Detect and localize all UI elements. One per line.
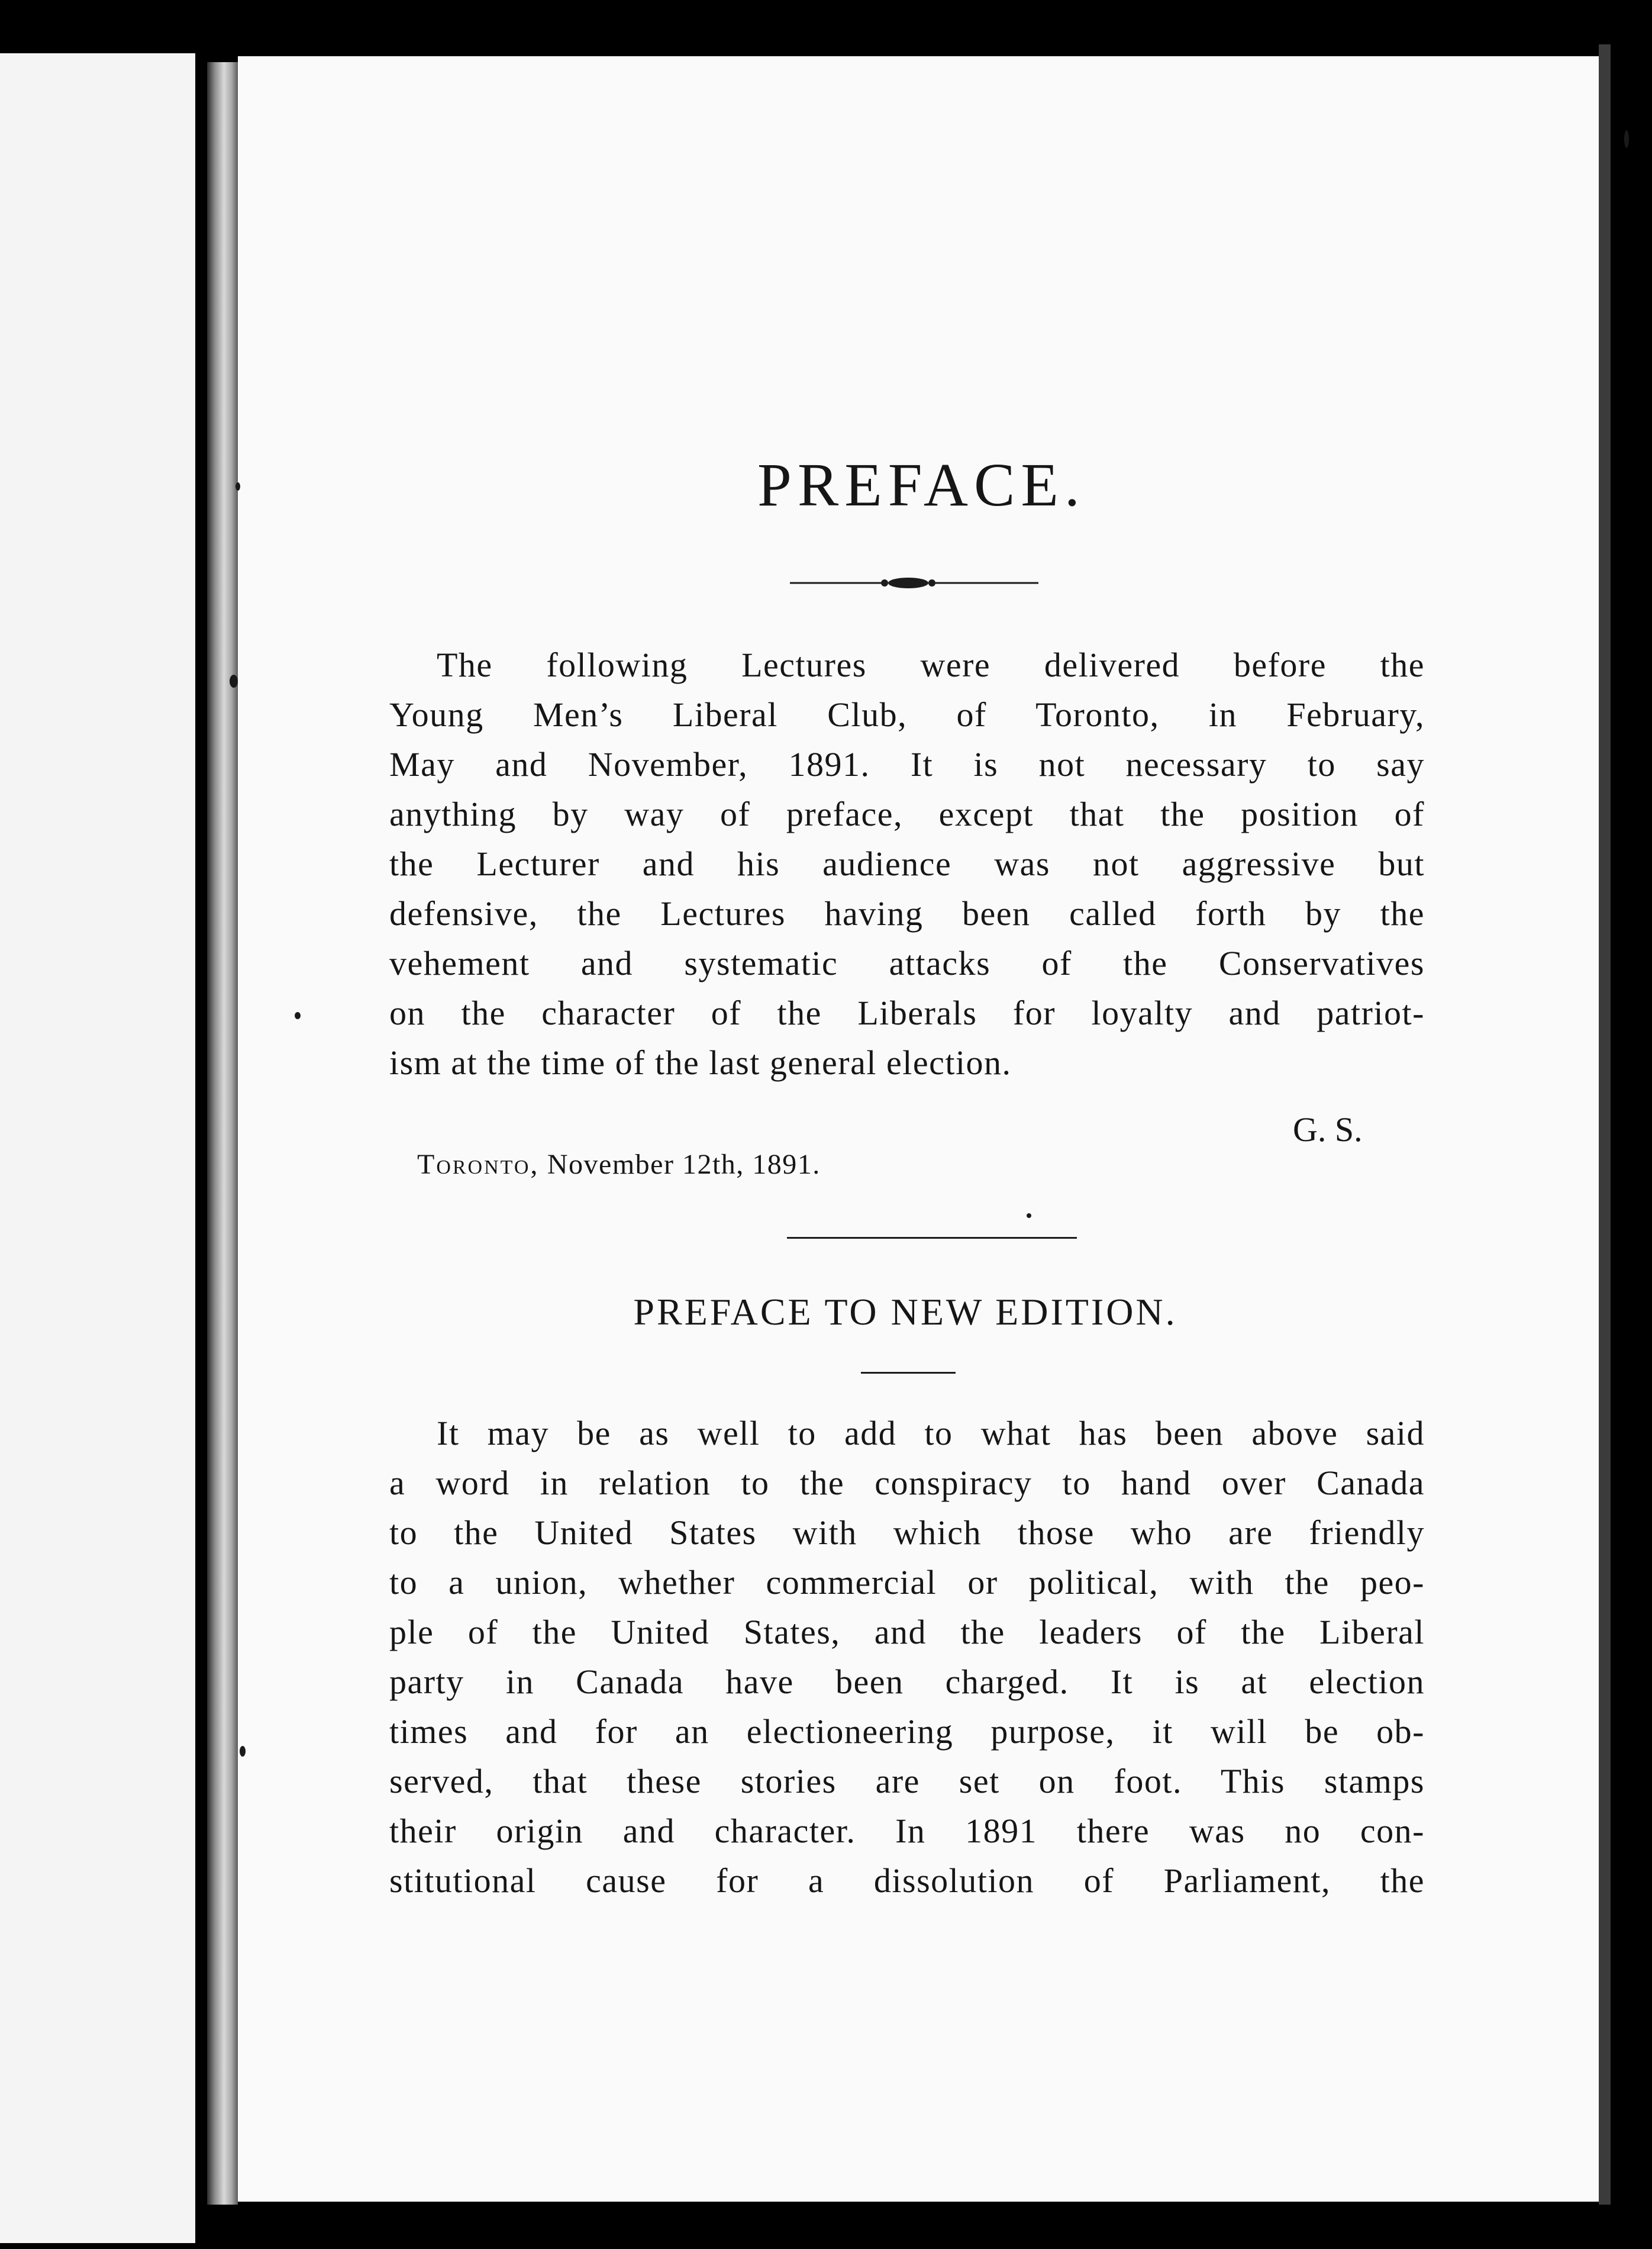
preface-paragraph [389,640,1425,1088]
new-edition-line: It may be as well to add to what has been above said [437,1414,1425,1452]
margin-speck [1624,130,1629,148]
author-initials: G. S. [1293,1110,1363,1149]
book-spine-gutter [207,62,238,2205]
new-edition-line: a word in relation to the conspiracy to hand over Canada [389,1464,1425,1502]
ornament-divider [790,571,1038,595]
date: November 12th, 1891. [547,1149,821,1180]
margin-speck [235,482,240,491]
title-underline [861,1372,956,1374]
margin-speck [230,675,238,688]
new-edition-paragraph [389,1409,1425,1906]
place-date-line [417,1148,821,1181]
preface-line: anything by way of preface, except that the position of [389,795,1425,833]
page-title: PREFACE. [757,451,1086,519]
page-edge-shadow [1599,44,1611,2205]
preface-line: The following Lectures were delivered before the [437,646,1425,684]
preface-line: vehement and systematic attacks of the Conservatives [389,944,1425,982]
place: Toronto, [417,1149,540,1180]
preface-line: the Lecturer and his audience was not aggressive but [389,845,1425,883]
new-edition-line: served, that these stories are set on foot. This stamps [389,1762,1425,1800]
margin-speck [240,1746,246,1757]
preface-line: May and November, 1891. It is not necessary to say [389,745,1425,784]
new-edition-line: to a union, whether commercial or political, with the peo- [389,1563,1425,1602]
new-edition-line: their origin and character. In 1891 there was no con- [389,1812,1425,1850]
preface-line: on the character of the Liberals for loyalty and patriot- [389,994,1425,1032]
margin-speck [295,1012,301,1019]
new-edition-line: times and for an electioneering purpose, it will be ob- [389,1712,1425,1751]
preface-line: Young Men’s Liberal Club, of Toronto, in February, [389,695,1425,734]
new-edition-line: to the United States with which those who are friendly [389,1513,1425,1552]
section-divider [787,1237,1077,1239]
new-edition-line: stitutional cause for a dissolution of Parliament, the [389,1861,1425,1900]
preface-line: defensive, the Lectures having been called forth by the [389,894,1425,933]
left-page-edge [0,53,195,2243]
new-edition-line: ple of the United States, and the leaders of the Liberal [389,1613,1425,1651]
new-edition-line: party in Canada have been charged. It is at election [389,1662,1425,1701]
margin-speck [1027,1213,1031,1218]
section-title: PREFACE TO NEW EDITION. [633,1291,1177,1333]
preface-line: ism at the time of the last general election. [389,1043,1012,1082]
